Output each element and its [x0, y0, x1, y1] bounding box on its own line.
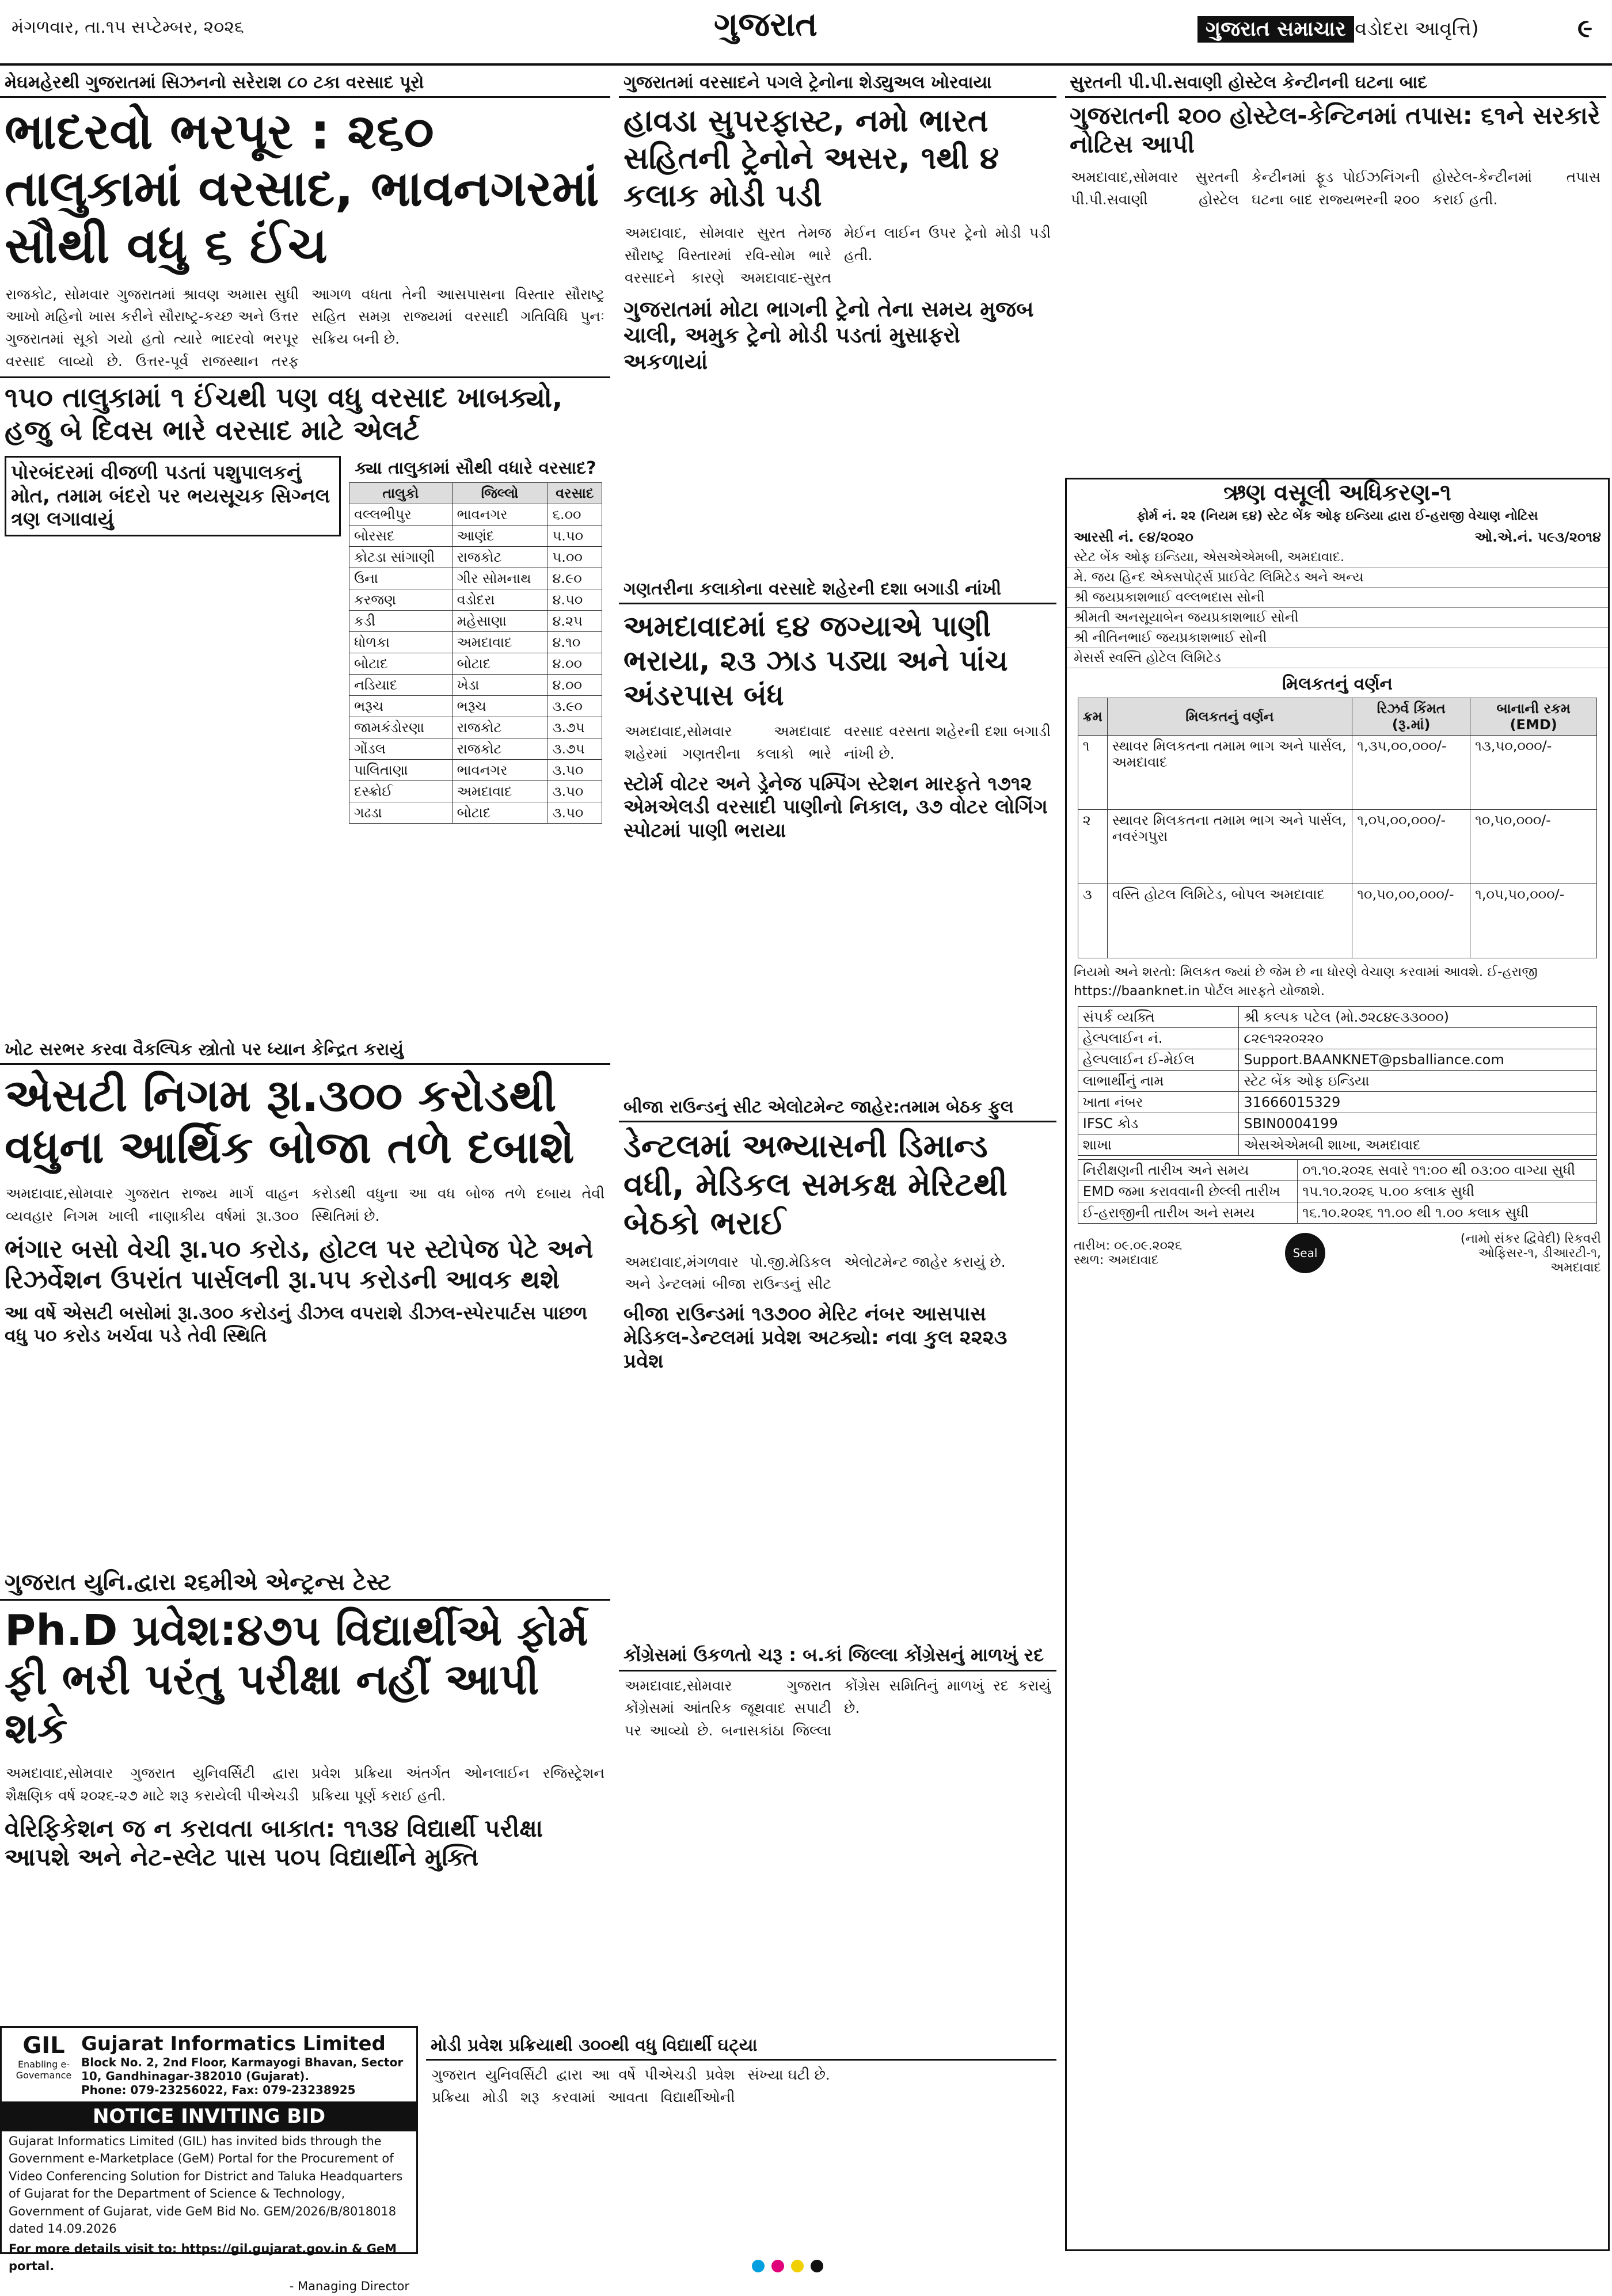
rain-table-row	[349, 653, 602, 674]
rain-table-cell: ગોંડલ	[349, 738, 453, 759]
contact-row	[1078, 1091, 1596, 1113]
contact-row	[1078, 1027, 1596, 1049]
rain-table-cell: ૬.૦૦	[548, 504, 602, 525]
gil-logo: GIL Enabling e-Governance	[16, 2032, 72, 2081]
recovery-party: મે. જય હિન્દ એક્સપોર્ટ્સ પ્રાઈવેટ લિમિટેડ અને અન્ય	[1067, 568, 1608, 588]
rain-table-cell: ૪.૧૦	[548, 631, 602, 653]
gil-notice-title: NOTICE INVITING BID	[2, 2101, 416, 2131]
schedule-cell: EMD જમા કરાવવાની છેલ્લી તારીખ	[1078, 1181, 1297, 1202]
contact-row	[1078, 1134, 1596, 1155]
recovery-parties	[1067, 547, 1608, 668]
rain-table-cell: ૩.૫૦	[548, 759, 602, 780]
hostel-story	[1065, 69, 1606, 214]
rain-table-row	[349, 525, 602, 546]
contact-table	[1078, 1006, 1597, 1156]
rain-table	[349, 482, 602, 824]
st-subheadline-2: આ વર્ષે એસટી બસોમાં રૂા.૩૦૦ કરોડનું ડીઝલ વપરાશે ડીઝલ-સ્પેરપાર્ટસ પાછળ વધુ ૫૦ કરોડ ખર્ચવા પડે તેવી સ્થિતિ	[5, 1302, 588, 1346]
rain-table-cell: ગઢડા	[349, 802, 453, 823]
congress-kicker: કોંગ્રેસમાં ઉકળતો ચરૂ : બ.કાં જિલ્લા કોંગ્રેસનું માળખું રદ	[619, 1640, 1056, 1671]
recovery-party: શ્રી જયપ્રકાશભાઈ વલ્લભદાસ સોની	[1067, 588, 1608, 608]
gil-phone: Phone: 079-23256022, Fax: 079-23238925	[81, 2083, 356, 2097]
recovery-subtitle: ફોર્મ નં. ૨૨ (નિયમ ૬૪) સ્ટેટ બેંક ઓફ ઇન્ડિયા દ્વારા ઈ-હરાજી વેચાણ નોટિસ	[1136, 509, 1538, 523]
rain-table-cell: બોટાદ	[452, 802, 548, 823]
rain-table-row	[349, 631, 602, 653]
recovery-terms: નિયમો અને શરતો: મિલકત જ્યાં છે જેમ છે ના ધોરણે વેચાણ કરવામાં આવશે. ઈ-હરાજી https://baanknet.in પોર્ટલ મારફતે યોજાશે.	[1074, 964, 1538, 999]
property-table-cell: સ્થાવર મિલકતના તમામ ભાગ અને પાર્સલ, અમદાવાદ	[1107, 735, 1352, 809]
rain-table-row	[349, 695, 602, 717]
rain-table-row	[349, 802, 602, 823]
rain-table-row	[349, 589, 602, 610]
rain-table-cell: ભાવનગર	[452, 504, 548, 525]
rain-table-cell: ૪.૨૫	[548, 610, 602, 631]
phd-subheadline: વેરિફિકેશન જ ન કરાવતા બાકાત: ૧૧૩૪ વિદ્યાર્થી પરીક્ષા આપશે અને નેટ-સ્લેટ પાસ ૫૦૫ વિદ્યાર્થીને મુક્તિ	[5, 1814, 543, 1872]
recovery-party: શ્રીમતી અનસૂયાબેન જયપ્રકાશભાઈ સોની	[1067, 608, 1608, 628]
rain-subheadline: ૧૫૦ તાલુકામાં ૧ ઈંચથી પણ વધુ વરસાદ ખાબક્યો, હજુ બે દિવસ ભારે વરસાદ માટે એલર્ટ	[5, 381, 563, 447]
property-table-cell: ૧,૦૫,૦૦,૦૦૦/-	[1352, 809, 1470, 884]
ahmedabad-subheadline: સ્ટોર્મ વોટર અને ડ્રેનેજ પમ્પિંગ સ્ટેશન મારફતે ૧૭૧૨ એમએલડી વરસાદી પાણીનો નિકાલ, ૩૭ વોટર લોગિંગ સ્પોટમાં પાણી ભરાયા	[623, 772, 1048, 843]
rain-table-row	[349, 738, 602, 759]
contact-cell: SBIN0004199	[1239, 1113, 1597, 1134]
schedule-row	[1078, 1159, 1596, 1181]
recovery-date: તારીખ: ૦૯.૦૯.૨૦૨૬	[1074, 1239, 1183, 1254]
rain-table-header: જિલ્લો	[452, 482, 548, 504]
recovery-title: ઋણ વસૂલી અધિકરણ-૧	[1223, 479, 1451, 506]
property-table-header: મિલકતનું વર્ણન	[1107, 698, 1352, 735]
phd-headline: Ph.D પ્રવેશ:૪૭૫ વિદ્યાર્થીએ ફોર્મ ફી ભરી પરંતુ પરીક્ષા નહીં આપી શકે	[5, 1606, 588, 1754]
rain-table-cell: રાજકોટ	[452, 717, 548, 738]
dental-kicker: બીજા રાઉન્ડનું સીટ એલોટમેન્ટ જાહેર:તમામ બેઠક ફુલ	[619, 1094, 1056, 1122]
st-kicker: ખોટ સરભર કરવા વૈકલ્પિક સ્ત્રોતો પર ધ્યાન કેન્દ્રિત કરાયું	[0, 1036, 610, 1065]
rain-table-cell: ૫.૫૦	[548, 525, 602, 546]
rain-table-cell: ૪.૫૦	[548, 589, 602, 610]
rain-table-row	[349, 504, 602, 525]
dental-subheadline: બીજા રાઉન્ડમાં ૧૩૭૦૦ મેરિટ નંબર આસપાસ મેડિકલ-ડેન્ટલમાં પ્રવેશ અટક્યો: નવા કુલ ૨૨૨૩ પ્રવેશ	[623, 1303, 1008, 1373]
phd-kicker: ગુજરાત યુનિ.દ્વારા ૨૬મીએ એન્ટ્રન્સ ટેસ્ટ	[0, 1566, 610, 1601]
rain-table-cell: ૪.૯૦	[548, 568, 602, 589]
contact-row	[1078, 1049, 1596, 1070]
masthead-logo: ગુજરાત સમાચાર	[1197, 16, 1354, 43]
rain-table-header: તાલુકો	[349, 482, 453, 504]
rain-table-cell: ૩.૫૦	[548, 780, 602, 802]
property-table	[1078, 698, 1597, 958]
late-admission-kicker: મોડી પ્રવેશ પ્રક્રિયાથી ૩૦૦થી વધુ વિદ્યાર્થી ઘટ્યા	[426, 2032, 1056, 2061]
rain-table-cell: રાજકોટ	[452, 546, 548, 568]
recovery-case-no: ઓ.એ.નં. ૫૯૩/૨૦૧૪	[1474, 528, 1601, 545]
gil-signature: - Managing Director	[289, 2279, 409, 2293]
trains-subheadline: ગુજરાતમાં મોટા ભાગની ટ્રેનો તેના સમય મુજબ ચાલી, અમુક ટ્રેનો મોડી પડતાં મુસાફરો અકળાયાં	[623, 296, 1034, 374]
recovery-signatory: (નામો સંકર દ્વિવેદી) રિકવરી ઓફિસર-૧, ડીઆરટી-૧, અમદાવાદ	[1460, 1231, 1601, 1275]
ahmedabad-story	[619, 576, 1056, 846]
rain-table-cell: ૪.૦૦	[548, 674, 602, 695]
rain-table-cell: બોટાદ	[452, 653, 548, 674]
rain-table-cell: ૩.૯૦	[548, 695, 602, 717]
hostel-kicker: સુરતની પી.પી.સવાણી હોસ્ટેલ કેન્ટીનની ઘટના બાદ	[1065, 69, 1606, 98]
trains-headline: હાવડા સુપરફાસ્ટ, નમો ભારત સહિતની ટ્રેનોને અસર, ૧થી ૪ કલાક મોડી પડી	[623, 102, 999, 214]
rain-table-row	[349, 717, 602, 738]
rain-table-cell: ૪.૦૦	[548, 653, 602, 674]
gil-notice-ad	[0, 2026, 418, 2293]
rain-kicker: મેઘમહેરથી ગુજરાતમાં સિઝનનો સરેરાશ ૮૦ ટકા વરસાદ પૂરો	[0, 69, 610, 98]
rain-table-box	[345, 451, 606, 827]
rain-table-cell: ખેડા	[452, 674, 548, 695]
rain-table-cell: ભાવનગર	[452, 759, 548, 780]
contact-cell: એસએએમબી શાખા, અમદાવાદ	[1239, 1134, 1597, 1155]
contact-row	[1078, 1113, 1596, 1134]
rain-table-cell: ૩.૭૫	[548, 738, 602, 759]
dental-headline: ડેન્ટલમાં અભ્યાસની ડિમાન્ડ વધી, મેડિકલ સમકક્ષ મેરિટથી બેઠકો ભરાઈ	[623, 1128, 1008, 1243]
property-table-cell: વસ્તિ હોટલ લિમિટેડ, બોપલ અમદાવાદ	[1107, 884, 1352, 958]
recovery-case-label: આરસી નં. ૯૪/૨૦૨૦	[1074, 528, 1193, 545]
page-number: ૯	[1577, 14, 1593, 43]
recovery-party: શ્રી નીતિનભાઈ જયપ્રકાશભાઈ સોની	[1067, 628, 1608, 648]
rain-body: રાજકોટ, સોમવાર ગુજરાતમાં શ્રાવણ અમાસ સુધી આખો મહિનો ખાસ કરીને સૌરાષ્ટ્ર-કચ્છ અને ઉત્તર ગુજરાતમાં સૂકો ગયો હતો ત્યારે ભાદરવો ભરપૂર વરસાદ લાવ્યો છે. ઉત્તર-પૂર્વ રાજસ્થાન તરફ આગળ વધતા તેની આસપાસના વિસ્તાર સૌરાષ્ટ્ર સહિત સમગ્ર રાજ્યમાં વરસાદી ગતિવિધિ પુનઃ સક્રિય બની છે.	[6, 285, 604, 370]
property-table-header: ક્રમ	[1078, 698, 1107, 735]
rain-table-cell: નડિયાદ	[349, 674, 453, 695]
rain-table-row	[349, 780, 602, 802]
contact-cell: શાખા	[1078, 1134, 1239, 1155]
congress-story	[619, 1640, 1056, 1745]
rain-table-row	[349, 568, 602, 589]
rain-table-cell: ભરૂચ	[452, 695, 548, 717]
property-table-cell: ૧૦,૫૦,૦૦,૦૦૦/-	[1352, 884, 1470, 958]
contact-cell: લાભાર્થીનું નામ	[1078, 1070, 1239, 1091]
property-table-cell: ૧,૩૫,૦૦,૦૦૦/-	[1352, 735, 1470, 809]
rain-table-cell: ૩.૭૫	[548, 717, 602, 738]
trains-body: અમદાવાદ, સોમવાર સુરત તેમજ સૌરાષ્ટ્ર વિસ્તારમાં રવિ-સોમ ભારે વરસાદને કારણે અમદાવાદ-સુરત મેઈન લાઈન ઉપર ટ્રેનો મોડી પડી હતી.	[625, 224, 1051, 286]
recovery-party: સ્ટેટ બેંક ઓફ ઇન્ડિયા, એસએએમબી, અમદાવાદ.	[1067, 547, 1608, 568]
porbandar-box: પોરબંદરમાં વીજળી પડતાં પશુપાલકનું મોત, તમામ બંદરો પર ભયસૂચક સિગ્નલ ત્રણ લગાવાયું	[5, 456, 341, 536]
trains-kicker: ગુજરાતમાં વરસાદને પગલે ટ્રેનોના શેડ્યુઅલ ખોરવાયા	[619, 69, 1056, 98]
rain-table-cell: ગીર સોમનાથ	[452, 568, 548, 589]
ahmedabad-kicker: ગણતરીના કલાકોના વરસાદે શહેરની દશા બગાડી નાંખી	[619, 576, 1056, 604]
rain-table-header: વરસાદ	[548, 482, 602, 504]
section-title: ગુજરાત	[714, 5, 818, 44]
hostel-body: અમદાવાદ,સોમવાર સુરતની પી.પી.સવાણી હોસ્ટેલ કેન્ટીનમાં ફૂડ પોઈઝનિંગની ઘટના બાદ રાજ્યભરની ૨૦૦ હોસ્ટેલ-કેન્ટીનમાં તપાસ કરાઈ હતી.	[1071, 168, 1600, 208]
rain-table-cell: રાજકોટ	[452, 738, 548, 759]
congress-body: અમદાવાદ,સોમવાર ગુજરાત કોંગ્રેસમાં આંતરિક જૂથવાદ સપાટી પર આવ્યો છે. બનાસકાંઠા જિલ્લા કોંગ્રેસ સમિતિનું માળખું રદ કરાયું છે.	[625, 1677, 1051, 1739]
property-table-header: બાનાની રકમ (EMD)	[1470, 698, 1597, 735]
property-table-header: રિઝર્વ કિંમત (રૂ.માં)	[1352, 698, 1470, 735]
rain-table-cell: વડોદરા	[452, 589, 548, 610]
recovery-table-title: મિલકતનું વર્ણન	[1282, 673, 1393, 694]
rain-story	[0, 69, 610, 827]
contact-cell: ખાતા નંબર	[1078, 1091, 1239, 1113]
rain-table-title: ક્યા તાલુકામાં સૌથી વધારે વરસાદ?	[355, 458, 596, 478]
contact-cell: હેલ્પલાઈન નં.	[1078, 1027, 1239, 1049]
property-table-cell: સ્થાવર મિલકતના તમામ ભાગ અને પાર્સલ, નવરંગપુરા	[1107, 809, 1352, 884]
property-table-row	[1078, 884, 1596, 958]
schedule-table	[1078, 1159, 1597, 1224]
property-table-cell: ૧૦,૫૦,૦૦૦/-	[1470, 809, 1597, 884]
st-subheadline: ભંગાર બસો વેચી રૂા.૫૦ કરોડ, હોટલ પર સ્ટોપેજ પેટે અને રિઝર્વેશન ઉપરાંત પાર્સલની રૂા.૫૫ કરોડની આવક થશે	[5, 1234, 594, 1294]
phd-body: અમદાવાદ,સોમવાર ગુજરાત યુનિવર્સિટી દ્વારા શૈક્ષણિક વર્ષ ૨૦૨૬-૨૭ માટે શરૂ કરાયેલી પીએચડી પ્રવેશ પ્રક્રિયા અંતર્ગત ઓનલાઈન રજિસ્ટ્રેશન પ્રક્રિયા પૂર્ણ કરાઈ હતી.	[6, 1765, 604, 1804]
property-table-row	[1078, 735, 1596, 809]
dental-story	[619, 1094, 1056, 1376]
edition-label: (વડોદરા આવૃત્તિ)	[1347, 17, 1479, 40]
rain-table-cell: ધોળકા	[349, 631, 453, 653]
schedule-row	[1078, 1202, 1596, 1223]
registration-dot	[811, 2260, 823, 2272]
registration-dot	[752, 2260, 765, 2272]
st-body: અમદાવાદ,સોમવાર ગુજરાત રાજ્ય માર્ગ વાહન વ્યવહાર નિગમ ખાલી નાણાકીય વર્ષમાં રૂા.૩૦૦ કરોડથી વધુના આ વધ બોજ તળે દબાય તેવી સ્થિતિમાં છે.	[6, 1185, 604, 1225]
seal-icon: Seal	[1285, 1233, 1325, 1273]
contact-cell: સંપર્ક વ્યક્તિ	[1078, 1006, 1239, 1027]
recovery-place: સ્થળ: અમદાવાદ	[1074, 1253, 1159, 1268]
rain-headline: ભાદરવો ભરપૂર : ૨૬૦ તાલુકામાં વરસાદ, ભાવનગરમાં સૌથી વધુ ૬ ઈંચ	[5, 103, 599, 275]
rain-table-row	[349, 674, 602, 695]
rain-table-cell: ૩.૫૦	[548, 802, 602, 823]
gil-notice-body: Gujarat Informatics Limited (GIL) has invited bids through the Government e-Marketplace (GeM) Portal for the Procurement of Video Conferencing Solution for District and Taluka Headquarters of Gujarat for the Department of Science & Technology, Government of Gujarat, vide GeM Bid No. GEM/2026/B/8018018 dated 14.09.2026	[9, 2134, 403, 2236]
rain-table-cell: ઉના	[349, 568, 453, 589]
rain-table-cell: અમદાવાદ	[452, 631, 548, 653]
schedule-cell: ૦૧.૧૦.૨૦૨૬ સવારે ૧૧:૦૦ થી ૦૩:૦૦ વાગ્યા સુધી	[1298, 1159, 1597, 1181]
rain-table-cell: બોટાદ	[349, 653, 453, 674]
rain-table-cell: મહેસાણા	[452, 610, 548, 631]
rain-table-cell: કરજણ	[349, 589, 453, 610]
property-table-row	[1078, 809, 1596, 884]
contact-cell: IFSC કોડ	[1078, 1113, 1239, 1134]
rain-table-cell: આણંદ	[452, 525, 548, 546]
rain-table-cell: વલ્લભીપુર	[349, 504, 453, 525]
recovery-notice	[1065, 478, 1610, 2251]
contact-cell: સ્ટેટ બેંક ઓફ ઇન્ડિયા	[1239, 1070, 1597, 1091]
contact-row	[1078, 1070, 1596, 1091]
rain-table-cell: ભરૂચ	[349, 695, 453, 717]
st-story	[0, 1036, 610, 1350]
late-admission-story	[426, 2032, 1056, 2112]
contact-cell: Support.BAANKNET@psballiance.com	[1239, 1049, 1597, 1070]
schedule-cell: ૧૫.૧૦.૨૦૨૬ ૫.૦૦ કલાક સુધી	[1298, 1181, 1597, 1202]
property-table-cell: ૨	[1078, 809, 1107, 884]
rain-table-cell: દસ્ક્રોઈ	[349, 780, 453, 802]
rain-table-row	[349, 546, 602, 568]
rain-table-row	[349, 759, 602, 780]
rain-table-cell: જામકંડોરણા	[349, 717, 453, 738]
contact-cell: 31666015329	[1239, 1091, 1597, 1113]
contact-cell: હેલ્પલાઈન ઈ-મેઈલ	[1078, 1049, 1239, 1070]
phd-story	[0, 1566, 610, 1876]
trains-story	[619, 69, 1056, 378]
registration-dot	[791, 2260, 804, 2272]
property-table-cell: ૧,૦૫,૫૦,૦૦૦/-	[1470, 884, 1597, 958]
ahmedabad-body: અમદાવાદ,સોમવાર અમદાવાદ શહેરમાં ગણતરીના કલાકો ભારે વરસાદ વરસતા શહેરની દશા બગાડી નાંખી છે.	[625, 723, 1051, 762]
contact-cell: ૮૨૯૧૨૨૦૨૨૦	[1239, 1027, 1597, 1049]
registration-marks	[0, 2256, 1612, 2279]
schedule-cell: ઈ-હરાજીની તારીખ અને સમય	[1078, 1202, 1297, 1223]
schedule-cell: ૧૬.૧૦.૨૦૨૬ ૧૧.૦૦ થી ૧.૦૦ કલાક સુધી	[1298, 1202, 1597, 1223]
st-headline: એસટી નિગમ રૂા.૩૦૦ કરોડથી વધુના આર્થિક બોજા તળે દબાશે	[5, 1070, 575, 1174]
dental-body: અમદાવાદ,મંગળવાર પો.જી.મેડિકલ અને ડેન્ટલમાં બીજા રાઉન્ડનું સીટ એલોટમેન્ટ જાહેર કરાયું છે.	[625, 1253, 1006, 1293]
gil-address: Block No. 2, 2nd Floor, Karmayogi Bhavan, Sector 10, Gandhinagar-382010 (Gujarat).	[81, 2055, 404, 2083]
rain-table-cell: બોરસદ	[349, 525, 453, 546]
contact-cell: શ્રી કલ્પક પટેલ (મો.૭૨૮૪૯૩૩૦૦૦)	[1239, 1006, 1597, 1027]
property-table-cell: ૧	[1078, 735, 1107, 809]
gil-company: Gujarat Informatics Limited	[81, 2032, 386, 2055]
late-admission-body: ગુજરાત યુનિવર્સિટી દ્વારા આ વર્ષે પીએચડી પ્રવેશ પ્રક્રિયા મોડી શરૂ કરવામાં આવતા વિદ્યાર્થીઓની સંખ્યા ઘટી છે.	[432, 2066, 830, 2105]
hostel-headline: ગુજરાતની ૨૦૦ હોસ્ટેલ-કેન્ટિનમાં તપાસ: ૬૧ને સરકારે નોટિસ આપી	[1070, 101, 1600, 159]
rain-table-row	[349, 610, 602, 631]
rain-table-cell: કડી	[349, 610, 453, 631]
gil-more-details: For more details visit to: https://gil.gujarat.gov.in & GeM portal.	[9, 2241, 397, 2274]
registration-dot	[771, 2260, 784, 2272]
ahmedabad-headline: અમદાવાદમાં ૬૪ જગ્યાએ પાણી ભરાયા, ૨૩ ઝાડ પડ્યા અને પાંચ અંડરપાસ બંધ	[623, 610, 1008, 712]
property-table-cell: ૩	[1078, 884, 1107, 958]
header-date: મંગળવાર, તા.૧૫ સપ્ટેમ્બર, ૨૦૨૬	[12, 17, 244, 37]
property-table-cell: ૧૩,૫૦,૦૦૦/-	[1470, 735, 1597, 809]
page-header	[0, 0, 1612, 66]
contact-row	[1078, 1006, 1596, 1027]
schedule-cell: નિરીક્ષણની તારીખ અને સમય	[1078, 1159, 1297, 1181]
schedule-row	[1078, 1181, 1596, 1202]
rain-table-cell: અમદાવાદ	[452, 780, 548, 802]
rain-table-cell: ૫.૦૦	[548, 546, 602, 568]
rain-table-cell: પાલિતાણા	[349, 759, 453, 780]
rain-table-cell: કોટડા સાંગાણી	[349, 546, 453, 568]
recovery-party: મેસર્સ સ્વસ્તિ હોટેલ લિમિટેડ	[1067, 648, 1608, 668]
